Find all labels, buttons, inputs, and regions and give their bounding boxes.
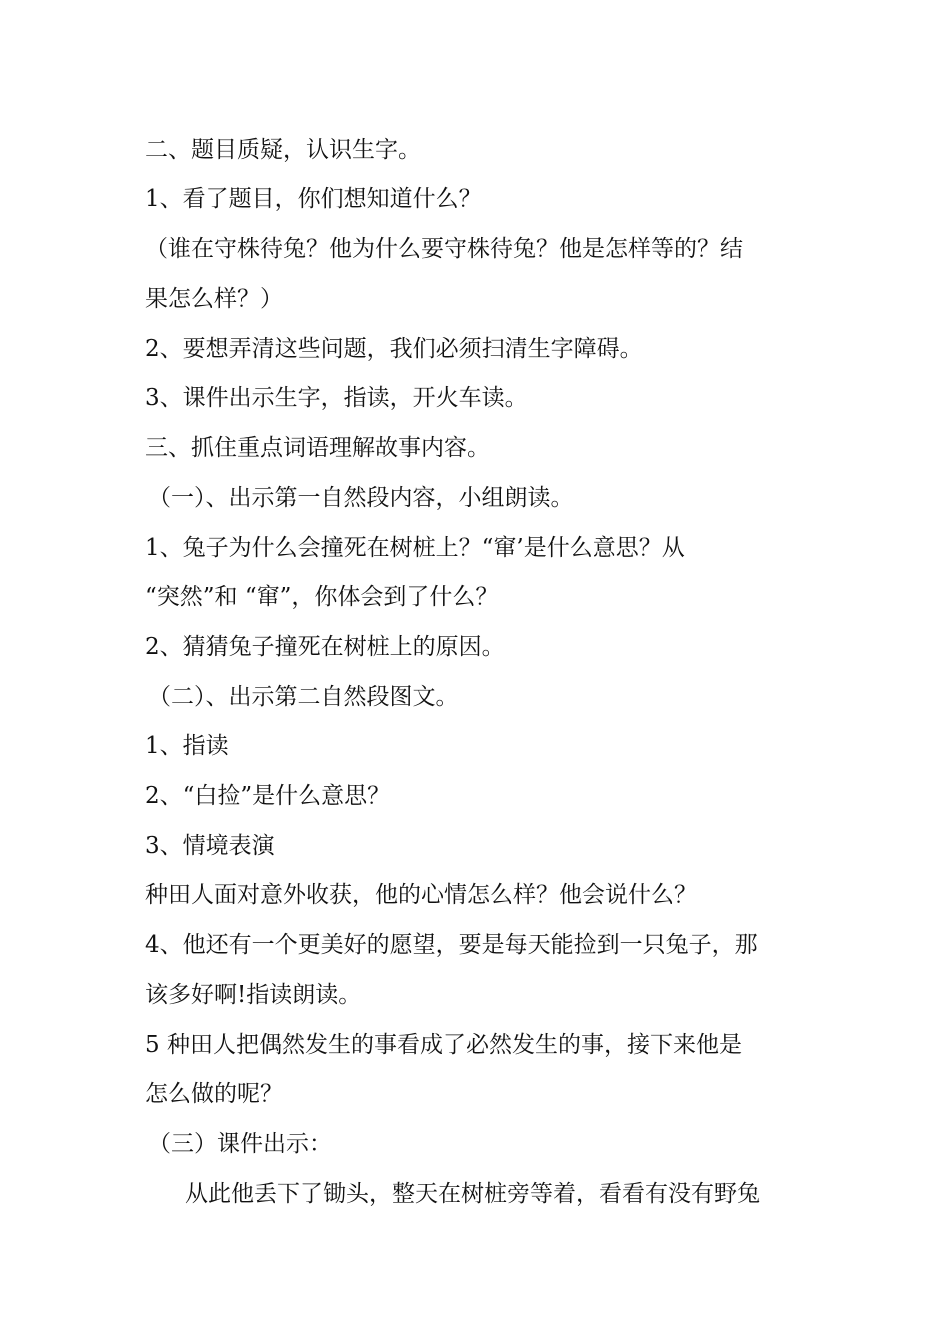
text-line: 3、情境表演 [145, 833, 275, 859]
subheading-part-one: （一）、出示第一自然段内容，小组朗读。 [148, 485, 574, 511]
text-line: 2、“白捡”是什么意思？ [145, 783, 391, 809]
heading-section-two: 二、题目质疑，认识生字。 [145, 137, 421, 163]
text-line: 3、课件出示生字，指读，开火车读。 [145, 385, 528, 411]
text-line: 1、兔子为什么会撞死在树桩上？“窜’是什么意思？从 [145, 535, 685, 561]
text-line: 2、猜猜兔子撞死在树桩上的原因。 [145, 634, 505, 660]
text-line: 种田人面对意外收获，他的心情怎么样？他会说什么？ [145, 882, 697, 908]
text-line: “突然”和 “窜”，你体会到了什么？ [145, 584, 499, 610]
text-line: 果怎么样？） [145, 286, 283, 312]
text-line: 2、要想弄清这些问题，我们必须扫清生字障碍。 [145, 336, 643, 362]
heading-section-three: 三、抓住重点词语理解故事内容。 [145, 435, 490, 461]
text-line: 该多好啊!指读朗读。 [145, 982, 362, 1008]
text-line: 1、指读 [145, 733, 229, 759]
text-line: 4、他还有一个更美好的愿望，要是每天能捡到一只兔子，那 [145, 932, 758, 958]
indented-paragraph-line: 从此他丢下了锄头，整天在树桩旁等着，看看有没有野兔 [185, 1181, 760, 1207]
text-line: 5 种田人把偶然发生的事看成了必然发生的事，接下来他是 [145, 1032, 742, 1058]
text-line: （谁在守株待兔？他为什么要守株待兔？他是怎样等的？结 [145, 236, 743, 262]
text-line: 怎么做的呢？ [145, 1081, 283, 1107]
text-line: 1、看了题目，你们想知道什么？ [145, 186, 482, 212]
subheading-part-two: （二）、出示第二自然段图文。 [148, 684, 459, 710]
subheading-part-three: （三）课件出示： [148, 1131, 332, 1157]
